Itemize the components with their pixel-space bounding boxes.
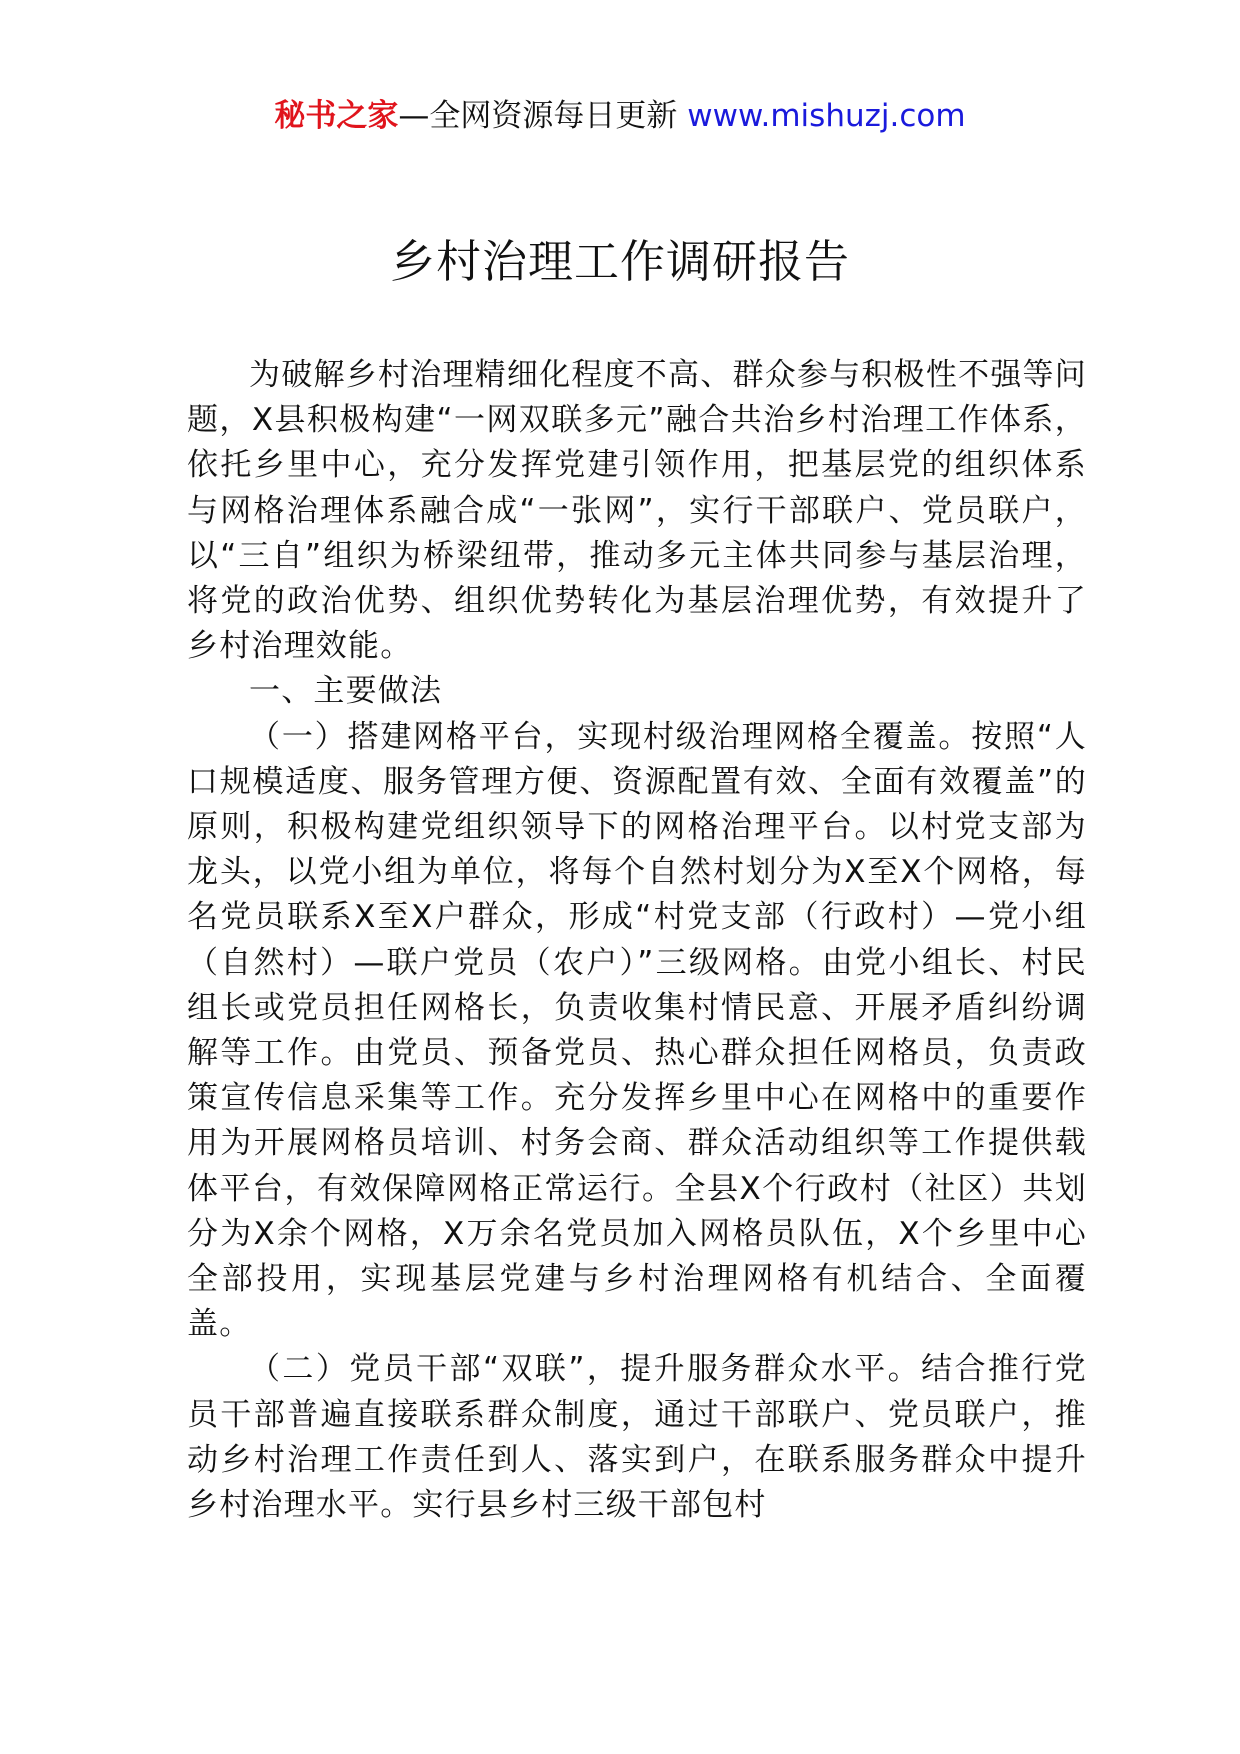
site-tagline: —全网资源每日更新	[398, 98, 688, 134]
document-title: 乡村治理工作调研报告	[389, 235, 850, 288]
site-header	[0, 96, 1240, 136]
body-paragraph: （二）党员干部“双联”，提升服务群众水平。结合推行党员干部普遍直接联系群众制度，通过干部联户、党员联户，推动乡村治理工作责任到人、落实到户，在联系服务群众中提升乡村治理水平。实行县乡村三级干部包村	[187, 1351, 1087, 1524]
intro-paragraph: 为破解乡村治理精细化程度不高、群众参与积极性不强等问题，X县积极构建“一网双联多元”融合共治乡村治理工作体系，依托乡里中心，充分发挥党建引领作用，把基层党的组织体系与网格治理体系融合成“一张网”，实行干部联户、党员联户，以“三自”组织为桥梁纽带，推动多元主体共同参与基层治理，将党的政治优势、组织优势转化为基层治理优势，有效提升了乡村治理效能。	[187, 357, 1087, 665]
site-brand: 秘书之家	[274, 98, 399, 134]
document-body	[187, 353, 1087, 1528]
section-heading: 一、主要做法	[249, 673, 443, 710]
body-paragraph: （一）搭建网格平台，实现村级治理网格全覆盖。按照“人口规模适度、服务管理方便、资源配置有效、全面有效覆盖”的原则，积极构建党组织领导下的网格治理平台。以村党支部为龙头，以党小组为单位，将每个自然村划分为X至X个网格，每名党员联系X至X户群众，形成“村党支部（行政村）—党小组（自然村）—联户党员（农户）”三级网格。由党小组长、村民组长或党员担任网格长，负责收集村情民意、开展矛盾纠纷调解等工作。由党员、预备党员、热心群众担任网格员，负责政策宣传信息采集等工作。充分发挥乡里中心在网格中的重要作用为开展网格员培训、村务会商、群众活动组织等工作提供载体平台，有效保障网格正常运行。全县X个行政村（社区）共划分为X余个网格，X万余名党员加入网格员队伍，X个乡里中心全部投用，实现基层党建与乡村治理网格有机结合、全面覆盖。	[187, 718, 1087, 1343]
site-url-link[interactable]: www.mishuzj.com	[687, 98, 966, 134]
